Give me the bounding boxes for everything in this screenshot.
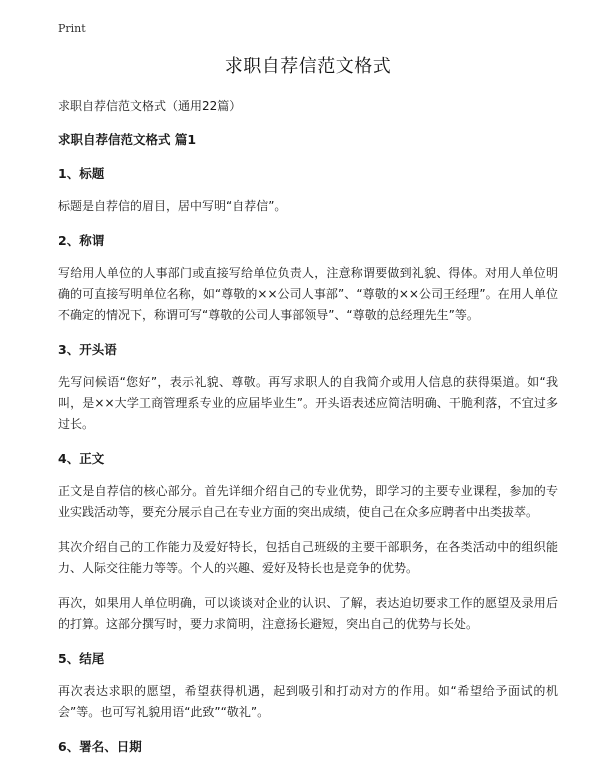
section-title bbox=[58, 164, 558, 217]
section-heading: 3、开头语 bbox=[58, 342, 117, 357]
section-signature bbox=[58, 737, 558, 757]
section-opening bbox=[58, 340, 558, 435]
section-paragraph: 先写问候语“您好”，表示礼貌、尊敬。再写求职人的自我简介或用人信息的获得渠道。如“我叫，是××大学工商管理系专业的应届毕业生”。开头语表述应简洁明确、干脆利落，不宜过多过长。 bbox=[58, 375, 558, 431]
document-subtitle: 求职自荐信范文格式（通用22篇） bbox=[58, 99, 242, 113]
section-heading: 1、标题 bbox=[58, 166, 105, 181]
section-salutation bbox=[58, 231, 558, 326]
article-title: 求职自荐信范文格式 篇1 bbox=[58, 132, 197, 147]
section-heading: 4、正文 bbox=[58, 451, 105, 466]
section-heading: 5、结尾 bbox=[58, 651, 105, 666]
section-heading: 2、称谓 bbox=[58, 233, 105, 248]
page-title: 求职自荐信范文格式 bbox=[224, 56, 392, 77]
section-paragraph: 其次介绍自己的工作能力及爱好特长，包括自己班级的主要干部职务，在各类活动中的组织能力、人际交往能力等等。个人的兴趣、爱好及特长也是竞争的优势。 bbox=[58, 540, 558, 575]
section-paragraph: 再次表达求职的愿望，希望获得机遇，起到吸引和打动对方的作用。如“希望给予面试的机会”等。也可写礼貌用语“此致”“敬礼”。 bbox=[58, 684, 558, 719]
document-page bbox=[58, 52, 558, 769]
section-heading: 6、署名、日期 bbox=[58, 739, 142, 754]
section-paragraph: 写给用人单位的人事部门或直接写给单位负责人，注意称谓要做到礼貌、得体。对用人单位明确的可直接写明单位名称，如“尊敬的××公司人事部”、“尊敬的××公司王经理”。在用人单位不确定的情况下，称谓可写“尊敬的公司人事部领导”、“尊敬的总经理先生”等。 bbox=[58, 266, 558, 322]
section-paragraph: 再次，如果用人单位明确，可以谈谈对企业的认识、了解，表达迫切要求工作的愿望及录用后的打算。这部分撰写时，要力求简明，注意扬长避短，突出自己的优势与长处。 bbox=[58, 596, 558, 631]
section-closing bbox=[58, 649, 558, 723]
section-body bbox=[58, 449, 558, 635]
section-paragraph: 正文是自荐信的核心部分。首先详细介绍自己的专业优势，即学习的主要专业课程，参加的专业实践活动等，要充分展示自己在专业方面的突出成绩，使自己在众多应聘者中出类拔萃。 bbox=[58, 484, 558, 519]
print-link[interactable]: Print bbox=[58, 22, 86, 35]
section-paragraph: 标题是自荐信的眉目，居中写明“自荐信”。 bbox=[58, 199, 287, 213]
